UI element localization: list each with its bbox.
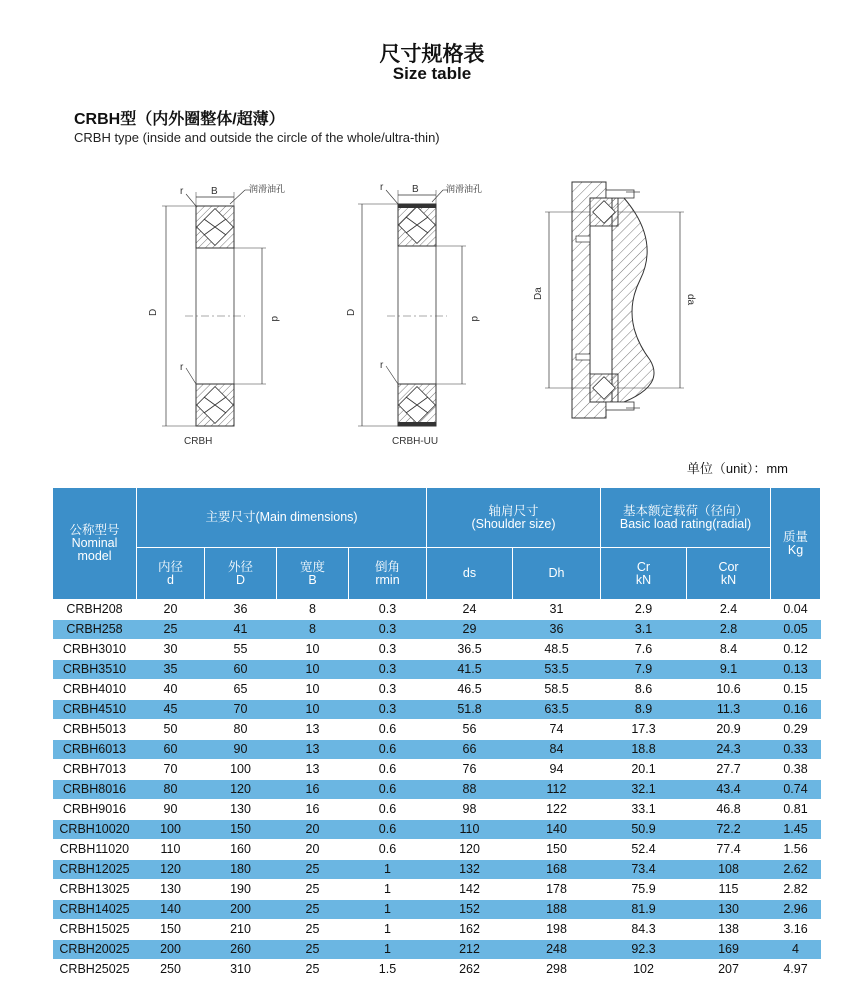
cell-model: CRBH11020	[53, 840, 137, 860]
cell-ds: 142	[427, 880, 513, 900]
cell-inner-d: 50	[137, 720, 205, 740]
cell-inner-d: 120	[137, 860, 205, 880]
header-d-en: d	[167, 572, 174, 587]
cell-cr: 84.3	[601, 920, 687, 940]
cell-cr: 102	[601, 960, 687, 980]
cell-model: CRBH8016	[53, 780, 137, 800]
crbh-uu-dim-B: B	[412, 184, 419, 195]
cell-inner-d: 60	[137, 740, 205, 760]
cell-inner-d: 80	[137, 780, 205, 800]
cell-width-B: 20	[277, 820, 349, 840]
crbh-caption: CRBH	[184, 436, 213, 447]
cell-cr: 81.9	[601, 900, 687, 920]
cell-ds: 56	[427, 720, 513, 740]
cell-mass: 0.05	[771, 620, 821, 640]
cell-ds: 36.5	[427, 640, 513, 660]
cell-model: CRBH3510	[53, 660, 137, 680]
crbh-dim-r-top: r	[180, 186, 184, 197]
cell-chamfer-r: 1	[349, 860, 427, 880]
header-D-cn: 外径	[227, 559, 253, 574]
table-row	[53, 840, 821, 860]
cell-cr: 75.9	[601, 880, 687, 900]
cell-cor: 27.7	[687, 760, 771, 780]
crbh-uu-dim-d: d	[469, 316, 480, 322]
cell-cor: 169	[687, 940, 771, 960]
cell-model: CRBH12025	[53, 860, 137, 880]
type-heading-en: CRBH type (inside and outside the circle of the whole/ultra-thin)	[74, 130, 440, 145]
cell-mass: 1.56	[771, 840, 821, 860]
header-mass-cn: 质量	[783, 529, 809, 544]
type-heading-cn: CRBH型（内外圈整体/超薄）	[74, 111, 285, 128]
header-cr	[601, 548, 687, 600]
header-shoulder-en: (Shoulder size)	[471, 516, 556, 531]
crbh-uu-diagram	[346, 182, 482, 447]
cell-inner-d: 70	[137, 760, 205, 780]
cell-chamfer-r: 0.6	[349, 780, 427, 800]
cell-chamfer-r: 0.3	[349, 640, 427, 660]
cell-cr: 7.6	[601, 640, 687, 660]
cell-chamfer-r: 0.6	[349, 740, 427, 760]
cell-model: CRBH258	[53, 620, 137, 640]
cell-chamfer-r: 0.6	[349, 840, 427, 860]
cell-mass: 1.45	[771, 820, 821, 840]
cell-inner-d: 110	[137, 840, 205, 860]
cell-cor: 77.4	[687, 840, 771, 860]
table-row	[53, 660, 821, 680]
page-title-cn: 尺寸规格表	[379, 43, 485, 66]
header-load-en: Basic load rating(radial)	[619, 516, 752, 531]
crbh-dim-D: D	[148, 308, 159, 316]
cell-inner-d: 250	[137, 960, 205, 980]
cell-cor: 2.8	[687, 620, 771, 640]
cell-inner-d: 140	[137, 900, 205, 920]
header-ds: ds	[427, 548, 513, 600]
cell-width-B: 25	[277, 900, 349, 920]
cell-Dh: 112	[513, 780, 601, 800]
table-row	[53, 940, 821, 960]
crbh-uu-caption: CRBH-UU	[392, 436, 439, 447]
cell-outer-D: 65	[205, 680, 277, 700]
cell-ds: 66	[427, 740, 513, 760]
cell-cr: 20.1	[601, 760, 687, 780]
cell-outer-D: 180	[205, 860, 277, 880]
cell-ds: 212	[427, 940, 513, 960]
cell-cr: 92.3	[601, 940, 687, 960]
cell-Dh: 178	[513, 880, 601, 900]
cell-Dh: 84	[513, 740, 601, 760]
page-title-en: Size table	[392, 64, 472, 83]
cell-width-B: 25	[277, 920, 349, 940]
cell-Dh: 140	[513, 820, 601, 840]
cell-cor: 10.6	[687, 680, 771, 700]
cell-cor: 2.4	[687, 600, 771, 620]
cell-outer-D: 160	[205, 840, 277, 860]
cell-Dh: 74	[513, 720, 601, 740]
cell-Dh: 63.5	[513, 700, 601, 720]
cell-mass: 2.96	[771, 900, 821, 920]
header-shoulder-cn: 轴肩尺寸	[488, 503, 539, 518]
header-Dh: Dh	[513, 548, 601, 600]
cell-ds: 41.5	[427, 660, 513, 680]
table-row	[53, 880, 821, 900]
cell-chamfer-r: 0.3	[349, 700, 427, 720]
cell-width-B: 8	[277, 600, 349, 620]
cell-Dh: 168	[513, 860, 601, 880]
cell-Dh: 248	[513, 940, 601, 960]
header-load-cn: 基本额定载荷（径向）	[623, 503, 749, 518]
header-outer-diameter	[205, 548, 277, 600]
table-row	[53, 920, 821, 940]
cell-outer-D: 100	[205, 760, 277, 780]
header-r-cn: 倒角	[374, 559, 400, 574]
cell-outer-D: 90	[205, 740, 277, 760]
header-width	[277, 548, 349, 600]
cell-cr: 50.9	[601, 820, 687, 840]
header-B-en: B	[308, 572, 317, 587]
cell-model: CRBH6013	[53, 740, 137, 760]
cell-ds: 88	[427, 780, 513, 800]
cell-width-B: 25	[277, 860, 349, 880]
cell-cor: 20.9	[687, 720, 771, 740]
table-row	[53, 620, 821, 640]
install-dim-da: da	[685, 294, 696, 306]
cell-cor: 138	[687, 920, 771, 940]
cell-width-B: 13	[277, 740, 349, 760]
cell-chamfer-r: 1	[349, 920, 427, 940]
cell-inner-d: 35	[137, 660, 205, 680]
cell-mass: 2.62	[771, 860, 821, 880]
cell-chamfer-r: 1.5	[349, 960, 427, 980]
crbh-diagram	[148, 183, 285, 447]
cell-model: CRBH25025	[53, 960, 137, 980]
crbh-dim-d: d	[269, 316, 280, 322]
cell-Dh: 94	[513, 760, 601, 780]
header-cor-unit: kN	[720, 572, 737, 587]
cell-cor: 108	[687, 860, 771, 880]
cell-Dh: 58.5	[513, 680, 601, 700]
cell-cor: 115	[687, 880, 771, 900]
cell-ds: 76	[427, 760, 513, 780]
cell-Dh: 188	[513, 900, 601, 920]
cell-outer-D: 55	[205, 640, 277, 660]
cell-chamfer-r: 0.6	[349, 800, 427, 820]
cell-outer-D: 120	[205, 780, 277, 800]
cell-model: CRBH4010	[53, 680, 137, 700]
cell-width-B: 13	[277, 760, 349, 780]
crbh-uu-dim-r-bottom: r	[380, 360, 384, 371]
cell-cor: 130	[687, 900, 771, 920]
table-row	[53, 680, 821, 700]
cell-ds: 132	[427, 860, 513, 880]
cell-ds: 162	[427, 920, 513, 940]
header-model-cn: 公称型号	[69, 523, 120, 537]
cell-mass: 0.29	[771, 720, 821, 740]
cell-cor: 11.3	[687, 700, 771, 720]
cell-inner-d: 200	[137, 940, 205, 960]
cell-outer-D: 150	[205, 820, 277, 840]
cell-cor: 207	[687, 960, 771, 980]
cell-cor: 24.3	[687, 740, 771, 760]
cell-ds: 51.8	[427, 700, 513, 720]
cell-ds: 29	[427, 620, 513, 640]
cell-cor: 43.4	[687, 780, 771, 800]
cell-inner-d: 45	[137, 700, 205, 720]
cell-cr: 18.8	[601, 740, 687, 760]
cell-mass: 0.04	[771, 600, 821, 620]
cell-ds: 120	[427, 840, 513, 860]
header-cr-unit: kN	[635, 572, 652, 587]
cell-outer-D: 60	[205, 660, 277, 680]
cell-width-B: 25	[277, 940, 349, 960]
crbh-uu-dim-r-top: r	[380, 182, 384, 193]
cell-width-B: 10	[277, 660, 349, 680]
cell-width-B: 20	[277, 840, 349, 860]
cell-model: CRBH5013	[53, 720, 137, 740]
header-main-dimensions: 主要尺寸(Main dimensions)	[137, 488, 427, 548]
cell-inner-d: 30	[137, 640, 205, 660]
cell-inner-d: 90	[137, 800, 205, 820]
header-model	[53, 488, 137, 600]
cell-mass: 0.15	[771, 680, 821, 700]
cell-mass: 0.33	[771, 740, 821, 760]
size-table-body	[53, 600, 821, 980]
header-load-rating	[601, 488, 771, 548]
cell-chamfer-r: 0.3	[349, 660, 427, 680]
cell-inner-d: 40	[137, 680, 205, 700]
table-row	[53, 960, 821, 980]
cell-chamfer-r: 0.3	[349, 620, 427, 640]
crbh-dim-r-bottom: r	[180, 362, 184, 373]
cell-width-B: 8	[277, 620, 349, 640]
header-d-cn: 内径	[157, 559, 183, 574]
cell-Dh: 53.5	[513, 660, 601, 680]
cell-mass: 0.16	[771, 700, 821, 720]
cell-Dh: 36	[513, 620, 601, 640]
cell-width-B: 10	[277, 680, 349, 700]
header-cor	[687, 548, 771, 600]
header-B-cn: 宽度	[299, 559, 325, 574]
header-r-en: rmin	[375, 572, 400, 587]
header-chamfer	[349, 548, 427, 600]
cell-ds: 24	[427, 600, 513, 620]
cell-cor: 72.2	[687, 820, 771, 840]
table-row	[53, 760, 821, 780]
header-D-en: D	[235, 572, 246, 587]
header-cr-label: Cr	[636, 559, 651, 574]
cell-mass: 0.12	[771, 640, 821, 660]
cell-cor: 46.8	[687, 800, 771, 820]
cell-model: CRBH20025	[53, 940, 137, 960]
table-row	[53, 800, 821, 820]
size-table	[52, 487, 821, 980]
cell-Dh: 48.5	[513, 640, 601, 660]
crbh-uu-dim-D: D	[346, 308, 357, 316]
cell-chamfer-r: 1	[349, 900, 427, 920]
cell-inner-d: 100	[137, 820, 205, 840]
cell-cor: 8.4	[687, 640, 771, 660]
cell-mass: 2.82	[771, 880, 821, 900]
cell-outer-D: 36	[205, 600, 277, 620]
cell-ds: 98	[427, 800, 513, 820]
cell-cr: 17.3	[601, 720, 687, 740]
cell-model: CRBH7013	[53, 760, 137, 780]
crbh-dim-B: B	[211, 186, 218, 197]
table-row	[53, 820, 821, 840]
cell-width-B: 16	[277, 800, 349, 820]
cell-chamfer-r: 0.6	[349, 760, 427, 780]
cell-chamfer-r: 1	[349, 940, 427, 960]
bearing-diagrams	[0, 170, 864, 460]
unit-label: 单位（unit）：mm	[686, 461, 788, 476]
cell-width-B: 25	[277, 880, 349, 900]
cell-model: CRBH4510	[53, 700, 137, 720]
cell-mass: 3.16	[771, 920, 821, 940]
table-row	[53, 700, 821, 720]
cell-Dh: 150	[513, 840, 601, 860]
cell-ds: 262	[427, 960, 513, 980]
cell-mass: 0.74	[771, 780, 821, 800]
cell-width-B: 10	[277, 700, 349, 720]
table-row	[53, 740, 821, 760]
cell-ds: 46.5	[427, 680, 513, 700]
header-shoulder	[427, 488, 601, 548]
cell-outer-D: 310	[205, 960, 277, 980]
cell-outer-D: 80	[205, 720, 277, 740]
header-inner-diameter	[137, 548, 205, 600]
cell-cr: 73.4	[601, 860, 687, 880]
cell-cr: 3.1	[601, 620, 687, 640]
cell-outer-D: 200	[205, 900, 277, 920]
table-row	[53, 720, 821, 740]
cell-model: CRBH10020	[53, 820, 137, 840]
cell-inner-d: 25	[137, 620, 205, 640]
cell-cr: 7.9	[601, 660, 687, 680]
cell-mass: 4.97	[771, 960, 821, 980]
cell-inner-d: 130	[137, 880, 205, 900]
cell-chamfer-r: 0.6	[349, 820, 427, 840]
cell-cr: 52.4	[601, 840, 687, 860]
cell-outer-D: 260	[205, 940, 277, 960]
cell-width-B: 13	[277, 720, 349, 740]
header-model-en: Nominal model	[71, 536, 118, 563]
cell-model: CRBH13025	[53, 880, 137, 900]
table-row	[53, 600, 821, 620]
cell-cr: 32.1	[601, 780, 687, 800]
cell-mass: 0.38	[771, 760, 821, 780]
cell-width-B: 25	[277, 960, 349, 980]
crbh-uu-oil-hole-label: 润滑油孔	[446, 185, 483, 195]
cell-Dh: 298	[513, 960, 601, 980]
header-mass-en: Kg	[787, 542, 804, 557]
cell-outer-D: 130	[205, 800, 277, 820]
crbh-oil-hole-label: 润滑油孔	[249, 185, 286, 195]
install-dim-Da: Da	[533, 287, 544, 300]
header-mass	[771, 488, 821, 600]
cell-mass: 4	[771, 940, 821, 960]
cell-cr: 2.9	[601, 600, 687, 620]
cell-model: CRBH9016	[53, 800, 137, 820]
cell-model: CRBH208	[53, 600, 137, 620]
cell-outer-D: 70	[205, 700, 277, 720]
cell-ds: 110	[427, 820, 513, 840]
cell-model: CRBH3010	[53, 640, 137, 660]
table-row	[53, 860, 821, 880]
cell-chamfer-r: 0.3	[349, 600, 427, 620]
cell-chamfer-r: 1	[349, 880, 427, 900]
cell-model: CRBH14025	[53, 900, 137, 920]
cell-mass: 0.81	[771, 800, 821, 820]
cell-width-B: 10	[277, 640, 349, 660]
cell-cr: 33.1	[601, 800, 687, 820]
cell-cr: 8.9	[601, 700, 687, 720]
cell-ds: 152	[427, 900, 513, 920]
cell-outer-D: 190	[205, 880, 277, 900]
cell-Dh: 122	[513, 800, 601, 820]
cell-inner-d: 20	[137, 600, 205, 620]
cell-width-B: 16	[277, 780, 349, 800]
cell-Dh: 198	[513, 920, 601, 940]
cell-mass: 0.13	[771, 660, 821, 680]
table-row	[53, 780, 821, 800]
table-row	[53, 640, 821, 660]
cell-inner-d: 150	[137, 920, 205, 940]
cell-cr: 8.6	[601, 680, 687, 700]
cell-cor: 9.1	[687, 660, 771, 680]
table-row	[53, 900, 821, 920]
cell-chamfer-r: 0.6	[349, 720, 427, 740]
cell-model: CRBH15025	[53, 920, 137, 940]
header-cor-label: Cor	[718, 559, 739, 574]
cell-chamfer-r: 0.3	[349, 680, 427, 700]
installation-diagram	[533, 182, 696, 418]
cell-outer-D: 41	[205, 620, 277, 640]
cell-Dh: 31	[513, 600, 601, 620]
cell-outer-D: 210	[205, 920, 277, 940]
